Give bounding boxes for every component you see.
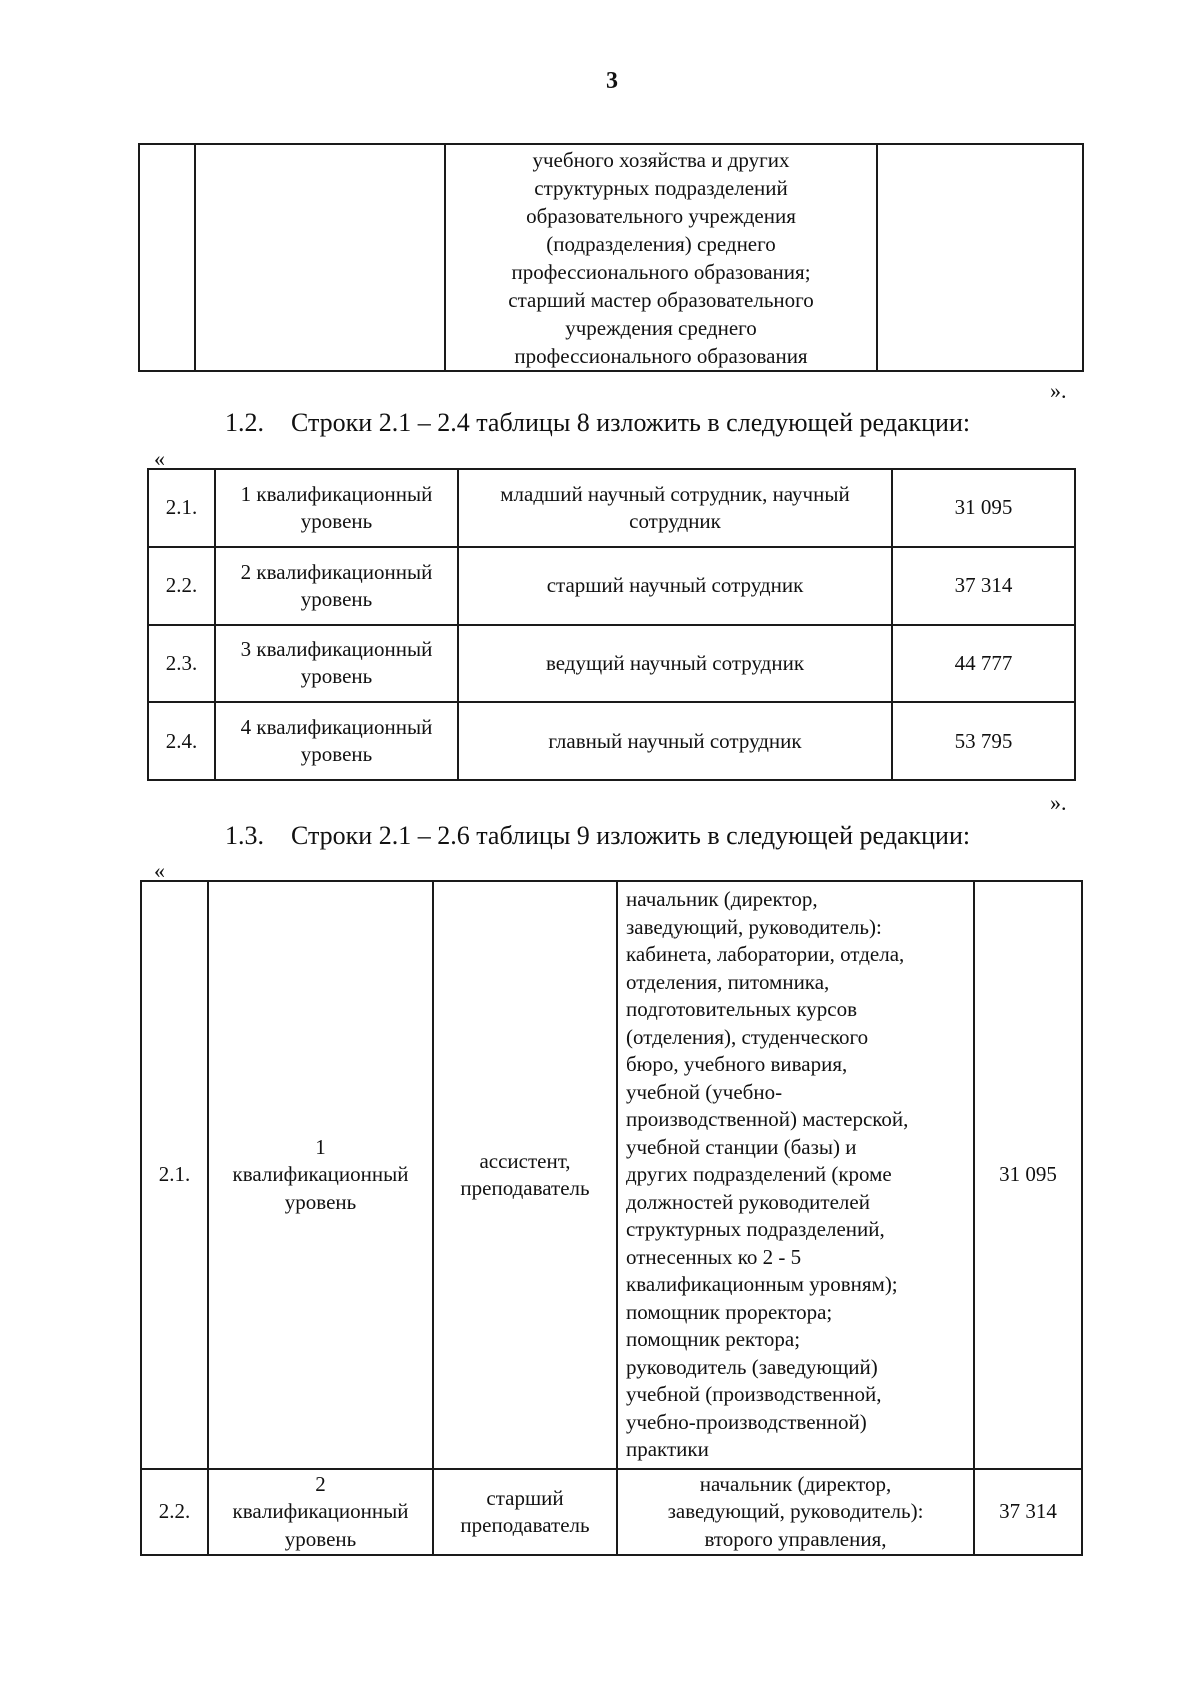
table-row <box>139 144 1083 371</box>
section-number: 1.2. <box>225 408 264 437</box>
section-heading-1-3 <box>225 821 970 851</box>
num-cell: 2.4. <box>148 702 215 780</box>
table-row <box>148 625 1075 703</box>
position-cell: старший научный сотрудник <box>458 547 892 625</box>
amount-cell: 37 314 <box>892 547 1075 625</box>
position-cell: старший преподаватель <box>433 1469 617 1555</box>
page-number: 3 <box>606 68 618 94</box>
amount-cell: 31 095 <box>974 881 1082 1469</box>
level-cell: 2 квалификационный уровень <box>215 547 458 625</box>
position-cell: главный научный сотрудник <box>458 702 892 780</box>
num-cell: 2.2. <box>148 547 215 625</box>
previous-table-fragment <box>138 143 1084 372</box>
section-text: Строки 2.1 – 2.4 таблицы 8 изложить в следующей редакции: <box>291 408 971 437</box>
position-cell: ассистент, преподаватель <box>433 881 617 1469</box>
description-cell: начальник (директор, заведующий, руководитель): второго управления, <box>617 1469 974 1555</box>
table-row <box>148 702 1075 780</box>
level-cell: 4 квалификационный уровень <box>215 702 458 780</box>
table-9-rows <box>140 880 1083 1556</box>
amount-cell: 31 095 <box>892 469 1075 547</box>
level-cell <box>195 144 445 371</box>
position-cell: учебного хозяйства и других структурных подразделений образовательного учреждения (подразделения) среднего профессионального образования; старший мастер образовательного учреждения среднего профессионального образования <box>445 144 877 371</box>
level-cell: 3 квалификационный уровень <box>215 625 458 703</box>
amount-cell <box>877 144 1083 371</box>
section-number: 1.3. <box>225 821 264 850</box>
num-cell <box>139 144 195 371</box>
table-row <box>148 547 1075 625</box>
table-row <box>141 1469 1082 1555</box>
description-cell: начальник (директор, заведующий, руководитель): кабинета, лаборатории, отдела, отделения, питомника, подготовительных курсов (отделения), студенческого бюро, учебного вивария, учебной (учебно- производственной) мастерской, учебной станции (базы) и других подразделений (кроме должностей руководителей структурных подразделений, отнесенных ко 2 - 5 квалификационным уровням); помощник проректора; помощник ректора; руководитель (заведующий) учебной (производственной, учебно-производственной) практики <box>617 881 974 1469</box>
opening-quote: « <box>154 446 165 471</box>
section-heading-1-2 <box>225 408 970 438</box>
section-text: Строки 2.1 – 2.6 таблицы 9 изложить в следующей редакции: <box>291 821 971 850</box>
amount-cell: 37 314 <box>974 1469 1082 1555</box>
table-8-rows <box>147 468 1076 781</box>
level-cell: 1 квалификационный уровень <box>215 469 458 547</box>
num-cell: 2.2. <box>141 1469 208 1555</box>
opening-quote: « <box>154 858 165 883</box>
num-cell: 2.3. <box>148 625 215 703</box>
position-cell: младший научный сотрудник, научный сотрудник <box>458 469 892 547</box>
amount-cell: 53 795 <box>892 702 1075 780</box>
table-row <box>141 881 1082 1469</box>
table-row <box>148 469 1075 547</box>
position-cell: ведущий научный сотрудник <box>458 625 892 703</box>
closing-quote: ». <box>1050 378 1067 403</box>
amount-cell: 44 777 <box>892 625 1075 703</box>
level-cell: 1 квалификационный уровень <box>208 881 433 1469</box>
num-cell: 2.1. <box>148 469 215 547</box>
closing-quote: ». <box>1050 790 1067 815</box>
level-cell: 2 квалификационный уровень <box>208 1469 433 1555</box>
num-cell: 2.1. <box>141 881 208 1469</box>
